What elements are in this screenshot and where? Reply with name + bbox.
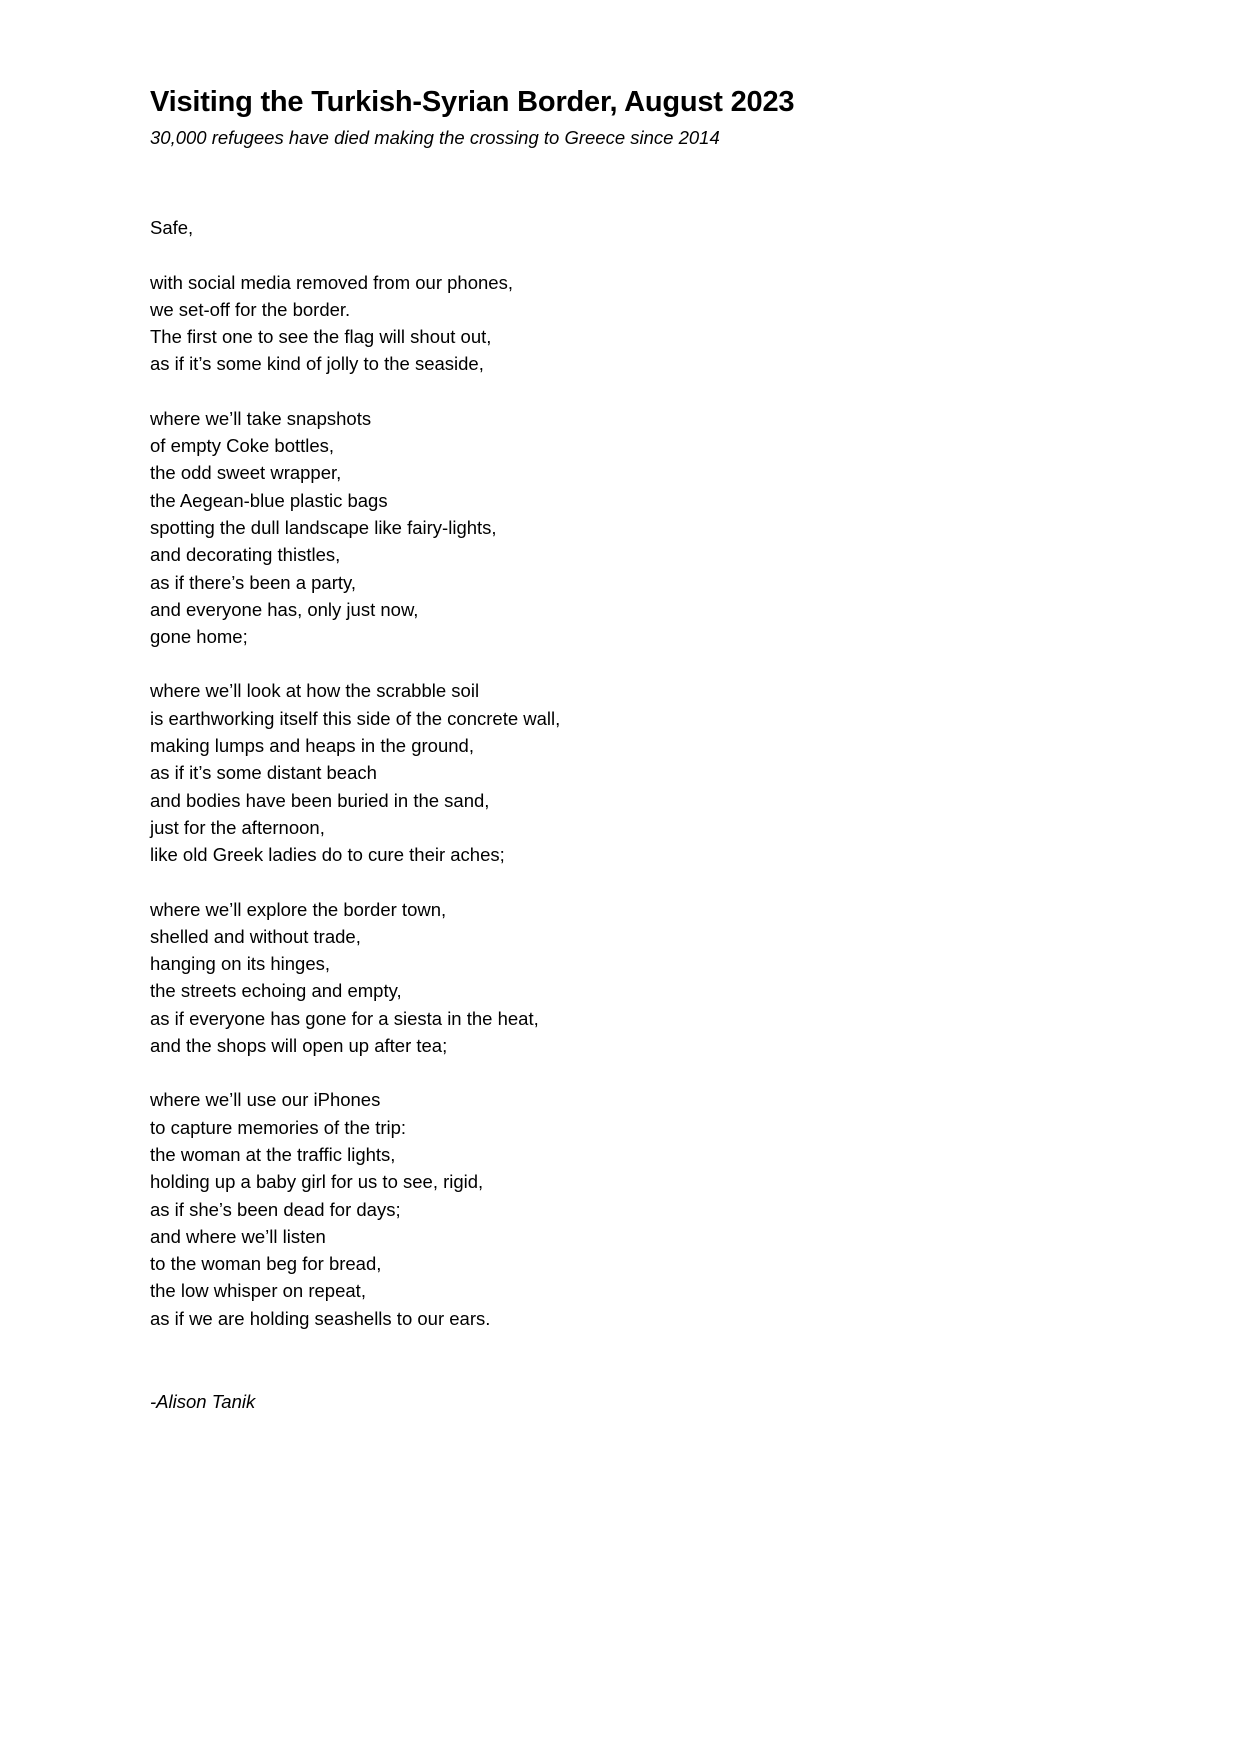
poem-stanza [150,677,1091,868]
page-subtitle: 30,000 refugees have died making the crossing to Greece since 2014 [150,127,720,149]
poem-line: as if we are holding seashells to our ears. [150,1307,491,1329]
poem-line: we set-off for the border. [150,298,351,320]
poem-line: Safe, [150,217,194,239]
poem-line: is earthworking itself this side of the concrete wall, [150,707,561,729]
poem-line: as if she’s been dead for days; [150,1198,401,1220]
poem-line: spotting the dull landscape like fairy-lights, [150,516,497,538]
poem-line: hanging on its hinges, [150,953,330,975]
poem-line: the low whisper on repeat, [150,1280,366,1302]
poem-line: where we’ll look at how the scrabble soil [150,680,480,702]
poem-line: and the shops will open up after tea; [150,1035,448,1057]
poem-stanza [150,896,1091,1060]
poem-line: shelled and without trade, [150,925,361,947]
poem-line: where we’ll take snapshots [150,407,372,429]
poem-line: just for the afternoon, [150,816,325,838]
poem-line: to capture memories of the trip: [150,1116,407,1138]
poem-stanza [150,1086,1091,1332]
poem-body [150,214,1091,1332]
poem-line: holding up a baby girl for us to see, rigid, [150,1171,484,1193]
poem-stanza [150,269,1091,378]
poem-line: as if it’s some distant beach [150,762,377,784]
poem-line: to the woman beg for bread, [150,1253,382,1275]
poem-line: The first one to see the flag will shout out, [150,326,492,348]
poem-line: as if it’s some kind of jolly to the seaside, [150,353,484,375]
poem-line: gone home; [150,626,248,648]
poem-line: as if there’s been a party, [150,571,357,593]
poem-line: with social media removed from our phones, [150,271,513,293]
author-byline: -Alison Tanik [150,1390,256,1412]
poem-stanza [150,214,1091,241]
poem-line: making lumps and heaps in the ground, [150,735,474,757]
poem-line: of empty Coke bottles, [150,435,335,457]
poem-line: as if everyone has gone for a siesta in the heat, [150,1007,539,1029]
poem-stanza [150,405,1091,651]
poem-line: the streets echoing and empty, [150,980,402,1002]
poem-line: the Aegean-blue plastic bags [150,489,388,511]
poem-line: where we’ll use our iPhones [150,1089,381,1111]
poem-line: where we’ll explore the border town, [150,898,447,920]
poem-line: like old Greek ladies do to cure their aches; [150,844,505,866]
page-title: Visiting the Turkish-Syrian Border, August 2023 [150,86,795,118]
poem-line: the odd sweet wrapper, [150,462,342,484]
poem-line: the woman at the traffic lights, [150,1143,396,1165]
poem-line: and everyone has, only just now, [150,598,419,620]
poem-line: and where we’ll listen [150,1225,326,1247]
poem-line: and decorating thistles, [150,544,341,566]
poem-line: and bodies have been buried in the sand, [150,789,490,811]
